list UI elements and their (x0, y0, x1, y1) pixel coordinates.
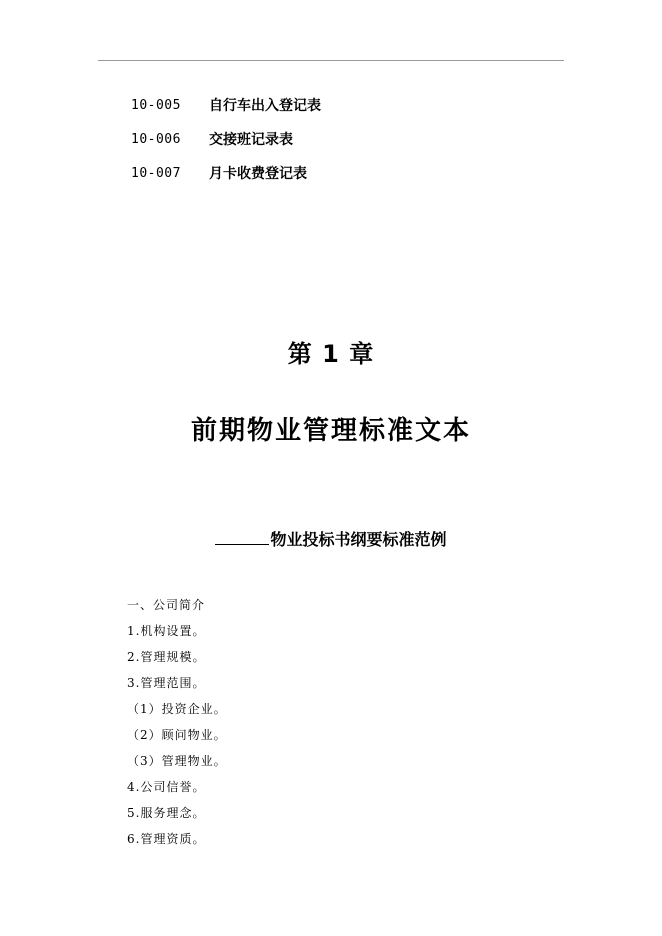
document-title: 前期物业管理标准文本 (190, 416, 471, 446)
form-list (131, 88, 551, 190)
form-list-item (131, 88, 551, 122)
section-title (0, 527, 662, 550)
outline-item: 5.服务理念。 (127, 806, 206, 820)
header-rule (98, 60, 564, 61)
outline-item: 4.公司信誉。 (127, 780, 206, 794)
outline-item: （2）顾问物业。 (127, 728, 227, 742)
form-title: 自行车出入登记表 (209, 98, 321, 114)
outline-item: 6.管理资质。 (127, 832, 206, 846)
outline-item: （3）管理物业。 (127, 754, 227, 768)
form-title: 月卡收费登记表 (209, 166, 307, 182)
form-list-item (131, 122, 551, 156)
outline-item: （1）投资企业。 (127, 702, 227, 716)
fill-in-blank (215, 530, 269, 545)
form-title: 交接班记录表 (209, 132, 293, 148)
form-list-item (131, 156, 551, 190)
outline-item: 2.管理规模。 (127, 650, 206, 664)
form-code: 10-007 (131, 165, 181, 181)
chapter-heading: 第 1 章 (287, 340, 375, 368)
outline-list (127, 592, 547, 852)
form-code: 10-006 (131, 131, 181, 147)
outline-item: 1.机构设置。 (127, 624, 206, 638)
form-code: 10-005 (131, 97, 181, 113)
section-title-text: 物业投标书纲要标准范例 (270, 530, 447, 549)
outline-item: 一、公司简介 (127, 598, 206, 612)
outline-item: 3.管理范围。 (127, 676, 206, 690)
